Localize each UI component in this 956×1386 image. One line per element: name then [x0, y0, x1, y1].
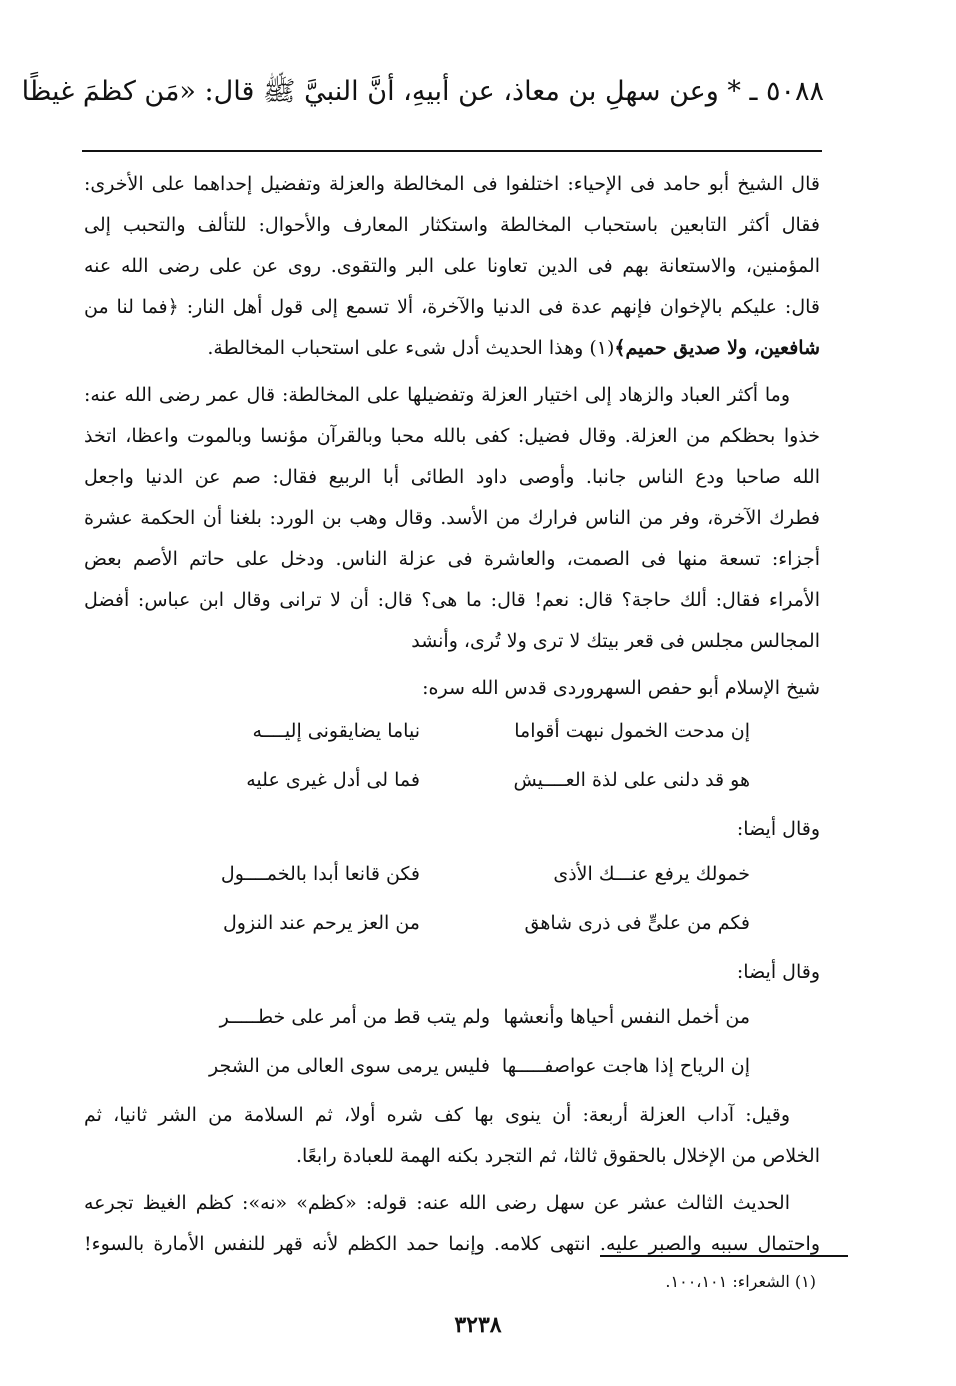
verse-hemistich-first: من أخمل النفس أحياها وأنعشها — [503, 1006, 750, 1028]
text-line: الله صاحبا ودع الناس جانبا. وأوصى داود الطائى أبا الربيع فقال: صم عن الدنيا واجعل — [84, 466, 820, 488]
verse-hemistich-first: إن مدحت الخمول نبهت أقواما — [514, 720, 750, 742]
paragraph-4 — [84, 1183, 820, 1265]
verse-hemistich-second: نياما يضايقونى إليــــه — [252, 720, 420, 742]
text-line: خذوا بحظكم من العزلة. وقال فضيل: كفى بالله محبا وبالقرآن مؤنسا وبالموت واعظا، اتخذ — [84, 425, 820, 447]
verse-hemistich-second: فليس يرمى سوى العالى من الشجر — [209, 1055, 490, 1077]
text-line: وما أكثر العباد والزهاد إلى اختيار العزلة وتفضيلها على المخالطة: قال عمر رضى الله عنه: — [84, 384, 790, 406]
paragraph-3 — [84, 1095, 820, 1177]
text-line: الحديث الثالث عشر عن سهل رضى الله عنه: قوله: «كظم» «نه»: كظم الغيظ تجرعه — [84, 1192, 790, 1214]
paragraph-2 — [84, 375, 820, 662]
verse-line — [84, 1046, 820, 1095]
verse-hemistich-second: من العز يرحم عند النزول — [223, 912, 420, 934]
text-line: واحتمال سببه والصبر عليه. انتهى كلامه. وإنما حمد الكظم لأنه قهر للنفس الأمارة بالسوء! — [84, 1233, 820, 1255]
text-line — [84, 287, 820, 328]
verse-line — [84, 997, 820, 1046]
verse-line — [84, 711, 820, 760]
text-line: أجزاء: تسعة منها فى الصمت، والعاشرة فى عزلة الناس. ودخل على حاتم الأصم بعض — [84, 548, 820, 570]
footnote-rule — [600, 1255, 848, 1257]
verse-line — [84, 854, 820, 903]
text-line: فطرك الآخرة، وفر من الناس فرارك من الأسد. وقال وهب بن الورد: بلغنا أن الحكمة عشرة — [84, 507, 820, 529]
verse-intro: وقال أيضا: — [736, 818, 820, 840]
verse-line — [84, 760, 820, 809]
text-line: فقال أكثر التابعين باستحباب المخالطة واستكثار المعارف والأحوال: للتألف والتحبب إلى — [84, 214, 820, 236]
verse-hemistich-first: فكم من علىٍّ فى ذرى شاهق — [524, 912, 750, 934]
text-line: الأمراء فقال: ألك حاجة؟ قال: نعم! قال: ما هى؟ قال: أن لا ترانى وقال ابن عباس: أفضل — [84, 589, 820, 611]
commentary-body — [84, 164, 820, 1267]
text-line: قال الشيخ أبو حامد فى الإحياء: اختلفوا فى المخالطة والعزلة وتفضيل إحداهما على الأخرى: — [84, 173, 820, 195]
header-rule — [82, 150, 822, 152]
hadith-header: ٥٠٨٨ ـ * وعن سهلِ بن معاذ، عن أبيهِ، أنَّ النبيَّ ﷺ قال: «مَن كظمَ غيظًا — [21, 76, 824, 107]
footnote: (١) الشعراء: ١٠٠،١٠١. — [665, 1272, 816, 1291]
text-line: وقيل: آداب العزلة أربعة: أن ينوى بها كف شره أولا، ثم السلامة من الشر ثانيا، ثم — [84, 1104, 791, 1126]
verse-hemistich-first: هو قد دلنى على لذة العــــيش — [513, 769, 750, 791]
text-line: الخلاص من الإخلال بالحقوق ثالثا، ثم التجرد بكنه الهمة للعبادة رابعًا. — [295, 1145, 820, 1167]
page-number: ٣٢٣٨ — [454, 1312, 502, 1338]
verse-intro: شيخ الإسلام أبو حفص السهروردى قدس الله سره: — [422, 677, 820, 699]
verse-hemistich-first: إن الرياح إذا هاجت عواصفـــــها — [501, 1055, 750, 1077]
quran-quote: شافعين، ولا صديق حميم﴾ — [614, 337, 820, 359]
paragraph-1 — [84, 164, 820, 369]
verse-intro: وقال أيضا: — [736, 961, 820, 983]
text-line-rest: (١) وهذا الحديث أدل شىء على استحباب المخالطة. — [207, 337, 615, 359]
verse-hemistich-second: ولم يتب قط من أمر على خطـــــر — [219, 1006, 490, 1028]
text-line: المجالس مجلس فى قعر بيتك لا ترى ولا تُرى، وأنشد — [411, 630, 820, 652]
text-line: المؤمنين، والاستعانة بهم فى الدين تعاونا على البر والتقوى. روى عن على رضى الله عنه — [84, 255, 820, 277]
text-line — [84, 328, 820, 369]
verse-hemistich-second: فكن قانعا أبدا بالخمــــول — [220, 863, 420, 885]
verse-line — [84, 903, 820, 952]
verse-hemistich-second: فما لى أدل غيرى عليه — [246, 769, 420, 791]
verse-hemistich-first: خمولك يرفع عنـــك الأذى — [553, 863, 750, 885]
text-line-part: قال: عليكم بالإخوان فإنهم عدة فى الدنيا والآخرة، ألا تسمع إلى قول أهل النار: ﴿فما لنا من — [84, 296, 820, 318]
